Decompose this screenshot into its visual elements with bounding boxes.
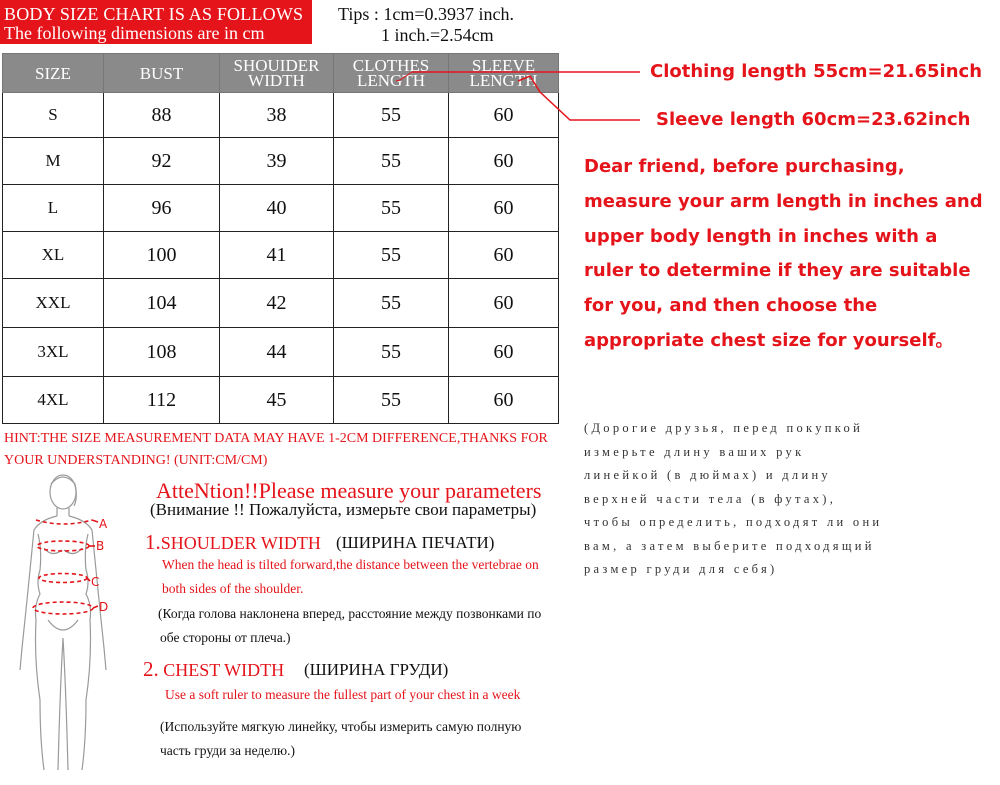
- table-cell: S: [3, 93, 104, 138]
- table-row-size-xl: [3, 232, 559, 279]
- table-cell: 60: [449, 185, 559, 232]
- section-chest-title: 2. CHEST WIDTH: [143, 657, 285, 681]
- section-shoulder-note: (Когда голова наклонена вперед, расстояние между позвонками по: [158, 606, 542, 621]
- advice-ru-line: чтобы определить, подходят ли они: [584, 515, 883, 529]
- section-shoulder-desc-2: both sides of the shoulder.: [162, 581, 304, 596]
- table-cell: 38: [220, 93, 334, 138]
- table-cell: 55: [334, 377, 449, 424]
- advice-ru-line: линейкой (в дюймах) и длину: [584, 468, 831, 482]
- table-cell: L: [3, 185, 104, 232]
- advice-ru-line: вам, а затем выберите подходящий: [584, 538, 875, 553]
- table-cell: 55: [334, 185, 449, 232]
- tips-conversion-inch: 1 inch.=2.54cm: [381, 25, 494, 45]
- table-cell: 108: [104, 328, 220, 377]
- table-cell: XL: [3, 232, 104, 279]
- advice-ru-line: верхней части тела (в футах),: [584, 491, 837, 506]
- advice-text-ru: [584, 417, 994, 582]
- table-cell: 96: [104, 185, 220, 232]
- table-cell: 104: [104, 279, 220, 328]
- table-cell: 88: [104, 93, 220, 138]
- header-shoulder-width: SHOUIDER WIDTH: [220, 54, 334, 93]
- table-cell: 100: [104, 232, 220, 279]
- section-shoulder-title: 1.SHOULDER WIDTH: [145, 530, 321, 554]
- section-chest-note-2: часть груди за неделю.): [160, 743, 295, 758]
- measure-line-c: [39, 574, 87, 583]
- advice-line: measure your arm length in inches and: [584, 190, 983, 212]
- header-sleeve-length: SLEEVE LENGTH: [449, 54, 559, 93]
- section-chest-title-ru: (ШИРИНА ГРУДИ): [304, 660, 449, 679]
- section-chest-note: (Используйте мягкую линейку, чтобы измерить самую полную: [160, 719, 522, 734]
- advice-line: for you, and then choose the: [584, 295, 878, 317]
- table-cell: 55: [334, 138, 449, 185]
- tips-conversion-cm: Tips : 1cm=0.3937 inch.: [338, 4, 515, 24]
- figure-label-a: A: [99, 517, 108, 531]
- table-cell: 41: [220, 232, 334, 279]
- clothing-length-annotation: Clothing length 55cm=21.65inch: [650, 61, 983, 82]
- table-row-size-4xl: [3, 377, 559, 424]
- sleeve-length-annotation: Sleeve length 60cm=23.62inch: [656, 109, 971, 130]
- section-shoulder-desc: When the head is tilted forward,the distance between the vertebrae on: [162, 557, 539, 572]
- table-cell: 4XL: [3, 377, 104, 424]
- table-cell: 44: [220, 328, 334, 377]
- header-bust: BUST: [104, 54, 220, 93]
- body-outline-icon: [20, 475, 109, 770]
- table-cell: 60: [449, 93, 559, 138]
- table-cell: 112: [104, 377, 220, 424]
- measure-line-d: [33, 602, 93, 614]
- advice-line: appropriate chest size for yourself。: [584, 329, 954, 351]
- advice-ru-line: измерьте длину ваших рук: [584, 444, 805, 459]
- table-cell: 55: [334, 279, 449, 328]
- table-cell: 60: [449, 328, 559, 377]
- table-cell: 40: [220, 185, 334, 232]
- table-cell: 60: [449, 138, 559, 185]
- measure-line-b: [37, 541, 89, 551]
- table-cell: 92: [104, 138, 220, 185]
- table-row-size-l: [3, 185, 559, 232]
- table-cell: 3XL: [3, 328, 104, 377]
- table-cell: 42: [220, 279, 334, 328]
- table-cell: XXL: [3, 279, 104, 328]
- section-shoulder-note-2: обе стороны от плеча.): [160, 630, 291, 645]
- table-cell: 39: [220, 138, 334, 185]
- header-size: SIZE: [3, 54, 104, 93]
- figure-label-d: D: [99, 600, 109, 614]
- table-cell: 45: [220, 377, 334, 424]
- advice-ru-line: (Дорогие друзья, перед покупкой: [584, 421, 864, 435]
- table-cell: M: [3, 138, 104, 185]
- table-cell: 55: [334, 328, 449, 377]
- figure-label-c: C: [91, 575, 100, 589]
- table-cell: 55: [334, 93, 449, 138]
- advice-ru-line: размер груди для себя): [584, 562, 778, 576]
- table-cell: 60: [449, 377, 559, 424]
- advice-line: Dear friend, before purchasing,: [584, 156, 905, 177]
- advice-line: ruler to determine if they are suitable: [584, 260, 971, 282]
- advice-text: [584, 150, 994, 359]
- table-row-size-m: [3, 138, 559, 185]
- attention-title: AtteNtion!!Please measure your parameters: [156, 478, 542, 503]
- section-chest-desc: Use a soft ruler to measure the fullest part of your chest in a week: [165, 687, 521, 702]
- table-cell: 60: [449, 232, 559, 279]
- chart-title: BODY SIZE CHART IS AS FOLLOWS: [4, 4, 304, 24]
- attention-title-ru: (Внимание !! Пожалуйста, измерьте свои параметры): [150, 500, 537, 519]
- header-clothes-length: CLOTHES LENGTH: [334, 54, 449, 93]
- section-shoulder-title-ru: (ШИРИНА ПЕЧАТИ): [336, 533, 495, 552]
- table-row-size-xxl: [3, 279, 559, 328]
- advice-line: upper body length in inches with a: [584, 225, 938, 247]
- table-cell: 60: [449, 279, 559, 328]
- body-measurement-figure: [0, 470, 150, 785]
- chart-subtitle: The following dimensions are in cm: [4, 23, 265, 43]
- hint-text: HINT:THE SIZE MEASUREMENT DATA MAY HAVE 1-2CM DIFFERENCE,THANKS FOR YOUR UNDERSTANDING! (UNIT:CM/CM): [4, 431, 548, 468]
- figure-label-b: B: [96, 539, 105, 553]
- table-cell: 55: [334, 232, 449, 279]
- table-row-size-3xl: [3, 328, 559, 377]
